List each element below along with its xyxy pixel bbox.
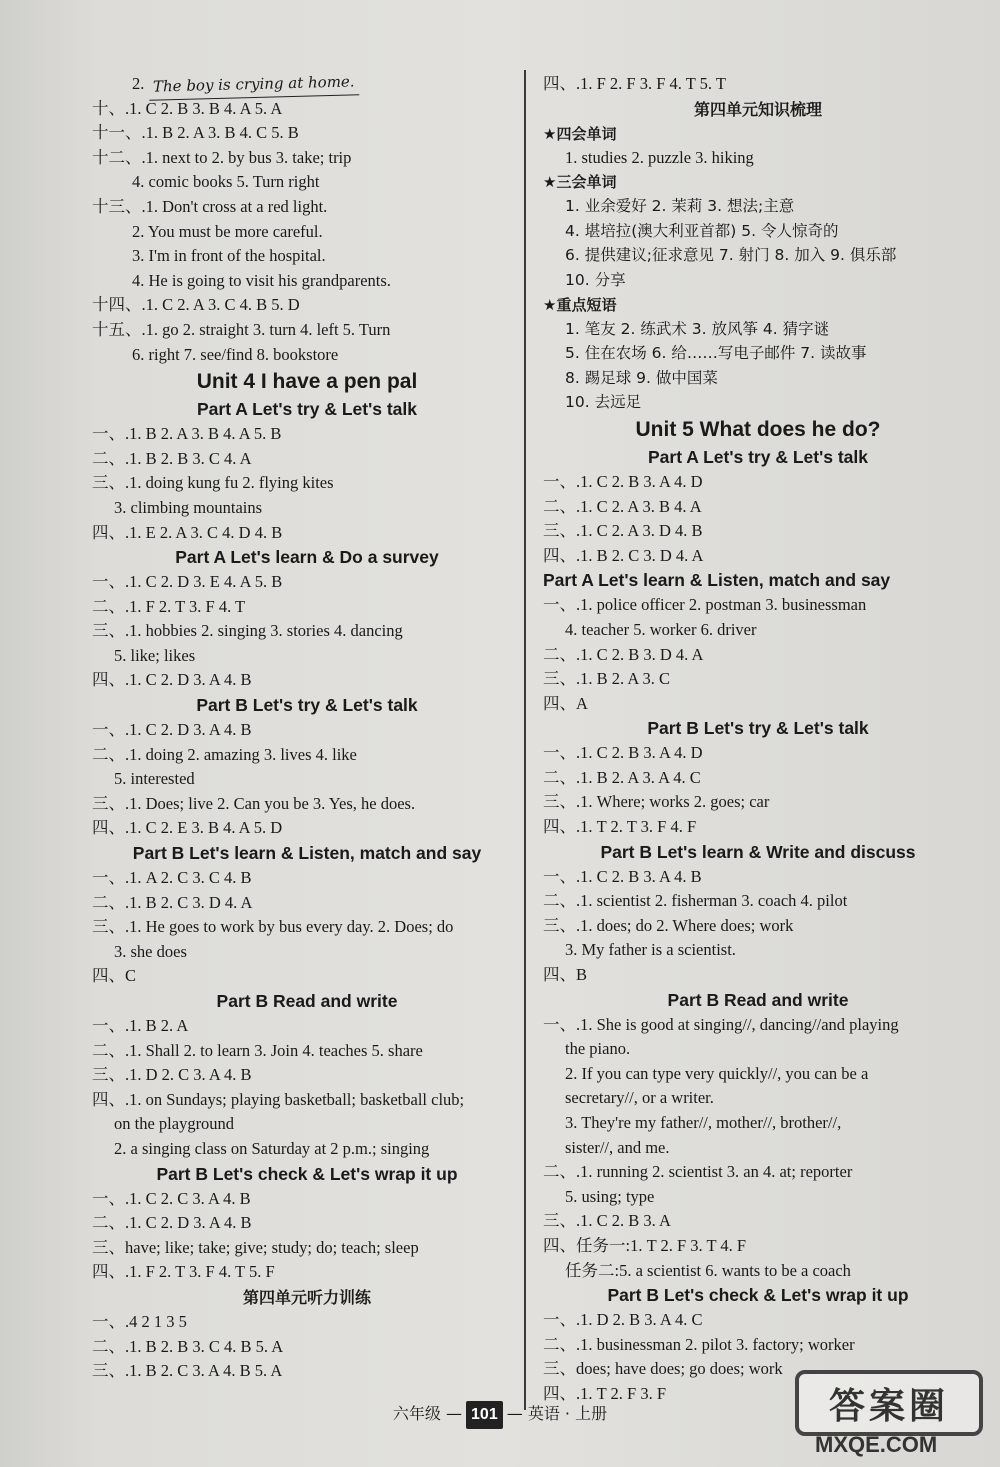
answer-line: 3. I'm in front of the hospital. bbox=[132, 246, 326, 266]
vocab-heading: ★重点短语 bbox=[543, 295, 617, 314]
answer-line: 二、.1. B 2. C 3. D 4. A bbox=[92, 892, 253, 912]
answer-line: 三、.1. Where; works 2. goes; car bbox=[543, 792, 770, 812]
answer-line: 四、.1. C 2. D 3. A 4. B bbox=[92, 670, 252, 690]
answer-line: 三、.1. Does; live 2. Can you be 3. Yes, he does. bbox=[92, 793, 416, 813]
vocab-heading: ★四会单词 bbox=[543, 124, 617, 143]
part-heading: Part B Let's learn & Write and discuss bbox=[600, 841, 916, 862]
answer-line: 3. climbing mountains bbox=[114, 497, 263, 517]
answer-line: 二、.1. B 2. B 3. C 4. B 5. A bbox=[92, 1336, 284, 1356]
answer-line: 四、.1. on Sundays; playing basketball; basketball club; bbox=[92, 1089, 465, 1109]
answer-line: 二、.1. running 2. scientist 3. an 4. at; reporter bbox=[543, 1162, 853, 1182]
answer-line: 一、.1. C 2. B 3. A 4. D bbox=[543, 743, 703, 763]
answer-line: 6. 提供建议;征求意见 7. 射门 8. 加入 9. 俱乐部 bbox=[565, 246, 897, 265]
answer-line: the piano. bbox=[565, 1039, 631, 1059]
page-footer: 六年级 — 101 — 英语 · 上册 bbox=[0, 1400, 1000, 1428]
answer-line: 二、.1. F 2. T 3. F 4. T bbox=[92, 596, 246, 616]
answer-line: 3. she does bbox=[114, 941, 187, 961]
answer-line: 二、.1. businessman 2. pilot 3. factory; worker bbox=[543, 1334, 855, 1354]
right-column bbox=[543, 72, 973, 1407]
answer-line: 5. interested bbox=[114, 769, 195, 789]
answer-line: 十、.1. C 2. B 3. B 4. A 5. A bbox=[92, 98, 283, 118]
answer-line: 四、.1. T 2. F 3. F bbox=[543, 1383, 667, 1403]
item-number: 2. bbox=[132, 74, 149, 93]
watermark-url: MXQE.COM bbox=[815, 1432, 938, 1457]
answer-line: 10. 去远足 bbox=[565, 393, 642, 412]
section-heading: 第四单元听力训练 bbox=[242, 1287, 371, 1307]
answer-line: 一、.1. B 2. A bbox=[92, 1016, 189, 1035]
answer-line bbox=[92, 72, 522, 97]
answer-line: 一、.1. C 2. D 3. A 4. B bbox=[92, 720, 252, 740]
answer-line: 十三、.1. Don't cross at a red light. bbox=[92, 196, 328, 216]
handwritten-answer: The boy is crying at home. bbox=[148, 69, 358, 100]
column-divider bbox=[524, 70, 526, 1410]
answer-line: 二、.1. C 2. D 3. A 4. B bbox=[92, 1213, 252, 1233]
answer-line: 三、.1. B 2. A 3. C bbox=[543, 669, 670, 689]
answer-line: 4. He is going to visit his grandparents. bbox=[132, 270, 391, 290]
answer-line: 2. If you can type very quickly//, you can be a bbox=[565, 1063, 869, 1083]
answer-line: 一、.1. She is good at singing//, dancing//and playing bbox=[543, 1014, 899, 1034]
answer-line: 2. You must be more careful. bbox=[132, 221, 323, 241]
answer-line: 四、.1. T 2. T 3. F 4. F bbox=[543, 817, 697, 837]
part-heading: Part B Read and write bbox=[216, 991, 398, 1011]
answer-line: 三、does; have does; go does; work bbox=[543, 1359, 783, 1379]
answer-line: 二、.1. B 2. B 3. C 4. A bbox=[92, 448, 252, 468]
answer-line: 10. 分享 bbox=[565, 270, 626, 289]
answer-line: 三、.1. doing kung fu 2. flying kites bbox=[92, 473, 334, 493]
watermark-logo bbox=[795, 1370, 985, 1460]
answer-line: 四、A bbox=[543, 693, 588, 713]
part-heading: Part B Let's try & Let's talk bbox=[647, 718, 869, 739]
answer-line: 四、.1. F 2. T 3. F 4. T 5. F bbox=[92, 1262, 275, 1282]
answer-line: 5. like; likes bbox=[114, 645, 196, 665]
answer-line: 二、.1. B 2. A 3. A 4. C bbox=[543, 767, 701, 787]
answer-line: 1. 笔友 2. 练武术 3. 放风筝 4. 猜字谜 bbox=[565, 319, 830, 338]
answer-line: 5. using; type bbox=[565, 1186, 655, 1206]
answer-line: 一、.1. C 2. D 3. E 4. A 5. B bbox=[92, 572, 283, 592]
answer-line: 一、.1. B 2. A 3. B 4. A 5. B bbox=[92, 424, 282, 444]
answer-line: 三、have; like; take; give; study; do; teach; sleep bbox=[92, 1237, 419, 1257]
answer-line: 6. right 7. see/find 8. bookstore bbox=[132, 344, 339, 364]
answer-line: 1. studies 2. puzzle 3. hiking bbox=[565, 147, 754, 167]
answer-line: 一、.1. police officer 2. postman 3. businessman bbox=[543, 595, 867, 615]
unit-heading: Unit 4 I have a pen pal bbox=[196, 370, 418, 394]
left-column bbox=[92, 72, 522, 1384]
footer-subject: 英语 · 上册 bbox=[527, 1404, 608, 1423]
answer-line: 四、任务一:1. T 2. F 3. T 4. F bbox=[543, 1235, 747, 1255]
answer-line: 2. a singing class on Saturday at 2 p.m.; singing bbox=[114, 1138, 430, 1158]
answer-line: 四、.1. E 2. A 3. C 4. D 4. B bbox=[92, 522, 283, 542]
answer-line: secretary//, or a writer. bbox=[565, 1088, 714, 1108]
answer-line: 一、.1. D 2. B 3. A 4. C bbox=[543, 1310, 703, 1330]
answer-line: 一、.1. A 2. C 3. C 4. B bbox=[92, 868, 252, 888]
answer-line: 5. 住在农场 6. 给……写电子邮件 7. 读故事 bbox=[565, 344, 867, 363]
answer-line: 四、.1. C 2. E 3. B 4. A 5. D bbox=[92, 818, 283, 838]
answer-line: 十五、.1. go 2. straight 3. turn 4. left 5. Turn bbox=[92, 319, 391, 339]
answer-line: 三、.1. does; do 2. Where does; work bbox=[543, 915, 794, 935]
part-heading: Part B Read and write bbox=[667, 989, 849, 1010]
answer-line: sister//, and me. bbox=[565, 1137, 670, 1157]
watermark-mark: 答案圈 bbox=[795, 1370, 983, 1436]
answer-line: 二、.1. scientist 2. fisherman 3. coach 4. pilot bbox=[543, 891, 848, 911]
section-heading: 第四单元知识梳理 bbox=[693, 99, 822, 119]
answer-line: 四、.1. B 2. C 3. D 4. A bbox=[543, 545, 704, 565]
answer-line: 二、.1. C 2. A 3. B 4. A bbox=[543, 496, 702, 516]
part-heading: Part A Let's learn & Do a survey bbox=[175, 547, 439, 568]
page-number: 101 bbox=[466, 1401, 503, 1429]
part-heading: Part B Let's try & Let's talk bbox=[196, 695, 418, 716]
part-heading: Part B Let's check & Let's wrap it up bbox=[156, 1163, 458, 1184]
answer-line: 任务二:5. a scientist 6. wants to be a coach bbox=[565, 1260, 851, 1280]
answer-line: 三、.1. hobbies 2. singing 3. stories 4. dancing bbox=[92, 621, 403, 641]
answer-line: 一、.1. C 2. B 3. A 4. B bbox=[543, 866, 702, 886]
answer-line: 三、.1. B 2. C 3. A 4. B 5. A bbox=[92, 1361, 283, 1381]
footer-grade: 六年级 bbox=[392, 1404, 441, 1423]
part-heading: Part B Let's learn & Listen, match and say bbox=[132, 843, 482, 864]
part-heading: Part B Let's check & Let's wrap it up bbox=[607, 1285, 909, 1306]
answer-line: 一、.1. C 2. C 3. A 4. B bbox=[92, 1188, 251, 1208]
answer-line: 二、.1. C 2. B 3. D 4. A bbox=[543, 644, 704, 664]
answer-line: 4. teacher 5. worker 6. driver bbox=[565, 619, 757, 639]
answer-line: 三、.1. C 2. B 3. A bbox=[543, 1211, 671, 1231]
answer-line: 四、.1. F 2. F 3. F 4. T 5. T bbox=[543, 74, 726, 93]
answer-line: 三、.1. He goes to work by bus every day. 2. Does; do bbox=[92, 917, 454, 937]
answer-line: 一、.4 2 1 3 5 bbox=[92, 1311, 187, 1331]
answer-line: 三、.1. D 2. C 3. A 4. B bbox=[92, 1065, 252, 1085]
answer-line: 三、.1. C 2. A 3. D 4. B bbox=[543, 521, 703, 541]
unit-heading: Unit 5 What does he do? bbox=[635, 417, 881, 441]
answer-line: 二、.1. Shall 2. to learn 3. Join 4. teaches 5. share bbox=[92, 1040, 423, 1060]
answer-line: 8. 踢足球 9. 做中国菜 bbox=[565, 368, 718, 387]
answer-line: 四、C bbox=[92, 966, 137, 986]
part-heading: Part A Let's try & Let's talk bbox=[196, 399, 417, 420]
answer-line: 4. comic books 5. Turn right bbox=[132, 172, 320, 192]
answer-line: 十一、.1. B 2. A 3. B 4. C 5. B bbox=[92, 123, 299, 143]
vocab-heading: ★三会单词 bbox=[543, 173, 617, 192]
answer-line: 二、.1. doing 2. amazing 3. lives 4. like bbox=[92, 744, 357, 764]
answer-line: 1. 业余爱好 2. 茉莉 3. 想法;主意 bbox=[565, 197, 795, 216]
answer-line: 4. 堪培拉(澳大利亚首都) 5. 令人惊奇的 bbox=[565, 221, 839, 240]
part-heading: Part A Let's learn & Listen, match and say bbox=[543, 570, 891, 591]
part-heading: Part A Let's try & Let's talk bbox=[647, 446, 868, 467]
answer-line: 3. My father is a scientist. bbox=[565, 940, 736, 960]
answer-line: 十二、.1. next to 2. by bus 3. take; trip bbox=[92, 147, 352, 167]
answer-line: on the playground bbox=[114, 1114, 235, 1134]
answer-line: 四、B bbox=[543, 965, 588, 985]
answer-line: 十四、.1. C 2. A 3. C 4. B 5. D bbox=[92, 295, 300, 315]
answer-line: 3. They're my father//, mother//, brother//, bbox=[565, 1113, 842, 1132]
answer-line: 一、.1. C 2. B 3. A 4. D bbox=[543, 471, 703, 491]
